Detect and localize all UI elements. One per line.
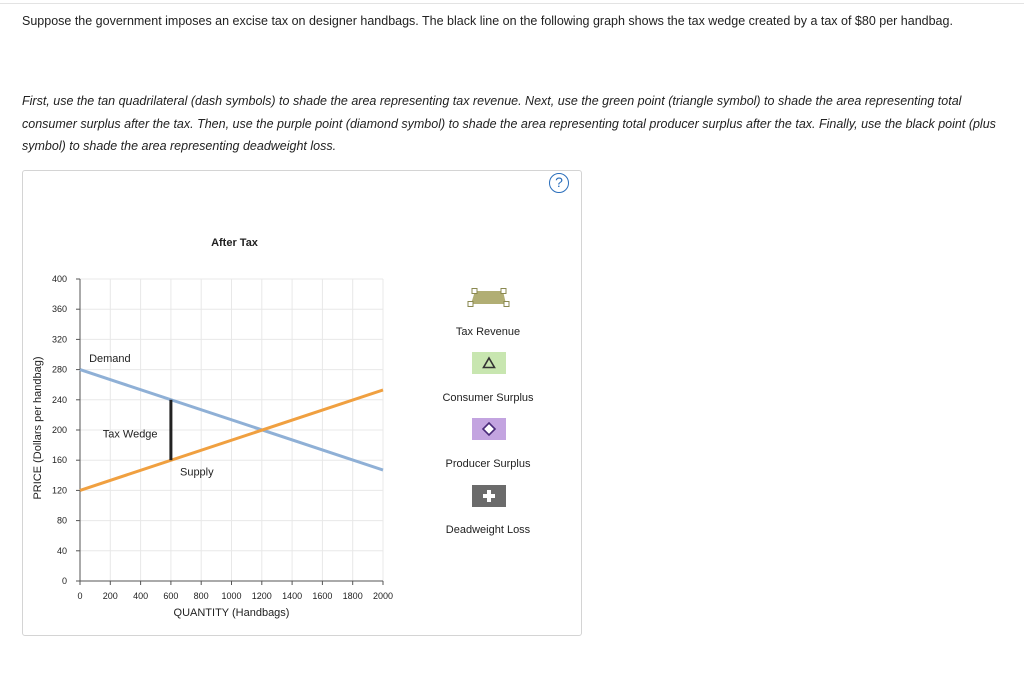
x-tick-label: 800 [193,591,209,601]
x-tick-label: 400 [133,591,149,601]
tax-revenue-label: Tax Revenue [455,326,521,338]
x-tick-label: 1200 [251,591,272,601]
curve-label-tax-wedge: Tax Wedge [102,428,158,441]
x-tick-label: 1000 [221,591,242,601]
y-tick-label: 240 [51,394,67,405]
y-tick-label: 200 [51,425,67,435]
y-tick-label: 120 [51,485,67,496]
y-tick-label: 40 [56,545,67,556]
chart-title: After Tax [211,237,258,249]
x-axis-label: QUANTITY (Handbags) [173,607,290,619]
x-tick-label: 1800 [342,591,363,601]
x-tick-label: 1600 [312,591,333,601]
curve-label-supply: Supply [179,466,214,479]
producer-surplus-tool-icon[interactable] [472,418,506,440]
tax-revenue-tool-icon[interactable] [466,287,512,309]
consumer-surplus-label: Consumer Surplus [442,392,534,404]
x-tick-label: 0 [77,591,83,601]
y-tick-label: 320 [51,334,67,345]
question-intro: Suppose the government imposes an excise tax on designer handbags. The black line on the following graph shows the tax wedge created by a tax of $80 per handbag. [22,14,953,28]
curve-label-demand: Demand [89,353,131,366]
y-tick-label: 160 [51,455,67,466]
x-tick-label: 600 [163,591,179,601]
deadweight-loss-tool-icon[interactable] [472,485,506,507]
y-tick-label: 360 [51,304,67,315]
y-tick-label: 0 [61,576,67,586]
x-tick-label: 200 [102,591,118,601]
y-tick-label: 80 [56,515,67,526]
deadweight-loss-label: Deadweight Loss [445,524,531,536]
x-tick-label: 2000 [372,591,394,601]
y-tick-label: 400 [51,274,67,284]
consumer-surplus-tool-icon[interactable] [472,352,506,374]
producer-surplus-label: Producer Surplus [445,458,531,470]
y-axis-label: PRICE (Dollars per handbag) [32,356,44,500]
y-tick-label: 280 [51,364,67,375]
question-instructions: First, use the tan quadrilateral (dash symbols) to shade the area representing tax revenue. Next, use the green point (triangle symbol) to shade the area representing total consumer surplus after the tax. Then, use the purple point (diamond symbol) to shade the area representing total producer surplus after the tax. Finally, use the black point (plus symbol) to shade the area representing deadweight loss. [22,94,996,153]
x-tick-label: 1400 [282,591,303,601]
help-button[interactable]: ? [549,173,569,193]
